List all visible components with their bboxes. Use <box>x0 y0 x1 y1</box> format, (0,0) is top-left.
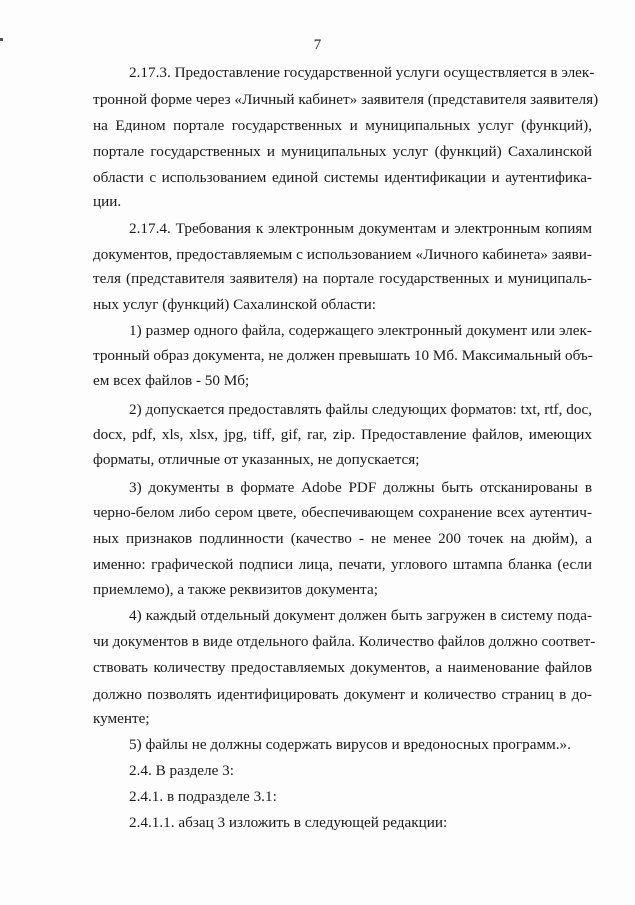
page-number: 7 <box>313 37 322 53</box>
text-line: 2.4.1. в подразделе 3.1: <box>129 788 277 805</box>
text-line: 2) допускается предоставлять файлы следующих форматов: txt, rtf, doc, <box>129 401 592 418</box>
text-line: ствовать количеству предоставляемых документов, а наименование файлов <box>93 659 592 676</box>
text-line: тронный образ документа, не должен превышать 10 Мб. Максимальный объ- <box>93 347 593 364</box>
text-line: 5) файлы не должны содержать вирусов и вредоносных программ.». <box>129 736 571 753</box>
text-line: форматы, отличные от указанных, не допускается; <box>93 451 420 468</box>
text-line: тронной форме через «Личный кабинет» заявителя (представителя заявителя) <box>93 91 599 108</box>
text-line: документов, предоставляемым с использованием «Личного кабинета» заяви- <box>93 246 592 263</box>
text-line: чи документов в виде отдельного файла. Количество файлов должно соответ- <box>93 633 596 650</box>
text-line: именно: графической подписи лица, печати, углового штампа бланка (если <box>93 556 592 573</box>
text-line: 4) каждый отдельный документ должен быть загружен в систему пода- <box>129 607 592 624</box>
text-line: теля (представителя заявителя) на портале государственных и муниципаль- <box>93 270 592 287</box>
text-line: ции. <box>93 193 122 210</box>
text-line: области с использованием единой системы идентификации и аутентифика- <box>93 169 592 186</box>
text-line: должно позволять идентифицировать документ и количество страниц в до- <box>93 686 592 703</box>
text-line: 2.4. В разделе 3: <box>129 762 234 779</box>
text-line: 3) документы в формате Adobe PDF должны быть отсканированы в <box>129 479 592 496</box>
text-line: на Едином портале государственных и муниципальных услуг (функций), <box>93 117 592 134</box>
text-line: приемлемо), а также реквизитов документа; <box>93 581 378 598</box>
text-line: 2.17.3. Предоставление государственной услуги осуществляется в элек- <box>129 64 595 81</box>
text-line: 1) размер одного файла, содержащего электронный документ или элек- <box>129 322 592 339</box>
text-line: 2.4.1.1. абзац 3 изложить в следующей редакции: <box>129 814 448 831</box>
text-line: 2.17.4. Требования к электронным документам и электронным копиям <box>129 220 592 237</box>
text-line: черно-белом либо сером цвете, обеспечивающем сохранение всех аутентич- <box>93 504 592 521</box>
text-line: ных признаков подлинности (качество - не менее 200 точек на дюйм), а <box>93 530 592 547</box>
text-line: ных услуг (функций) Сахалинской области: <box>93 296 376 313</box>
text-line: ем всех файлов - 50 Мб; <box>93 372 250 389</box>
text-line: docx, pdf, xls, xlsx, jpg, tiff, gif, rar, zip. Предоставление файлов, имеющих <box>93 426 592 443</box>
text-line: портале государственных и муниципальных услуг (функций) Сахалинской <box>93 143 592 160</box>
text-line: кументе; <box>93 710 150 727</box>
